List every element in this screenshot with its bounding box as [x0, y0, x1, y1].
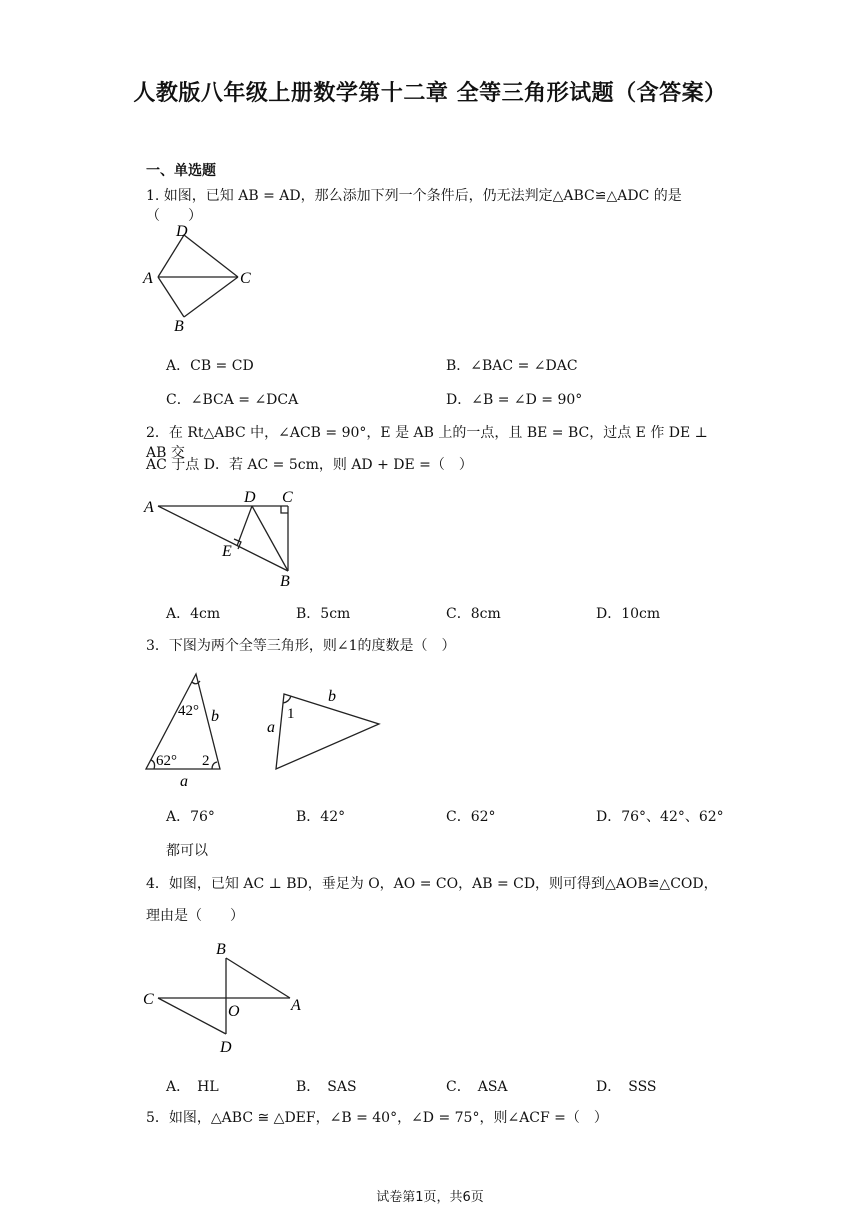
q3-angle-1: 1 — [287, 706, 295, 722]
q4-option-b[interactable]: B． SAS — [296, 1079, 357, 1095]
q2-label-b: B — [280, 573, 290, 588]
question-4-stem-line2: 理由是（ ） — [146, 908, 244, 924]
q1-label-d: D — [176, 223, 188, 240]
q3-option-d-continued: 都可以 — [166, 843, 208, 859]
q1-option-d[interactable]: D．∠B = ∠D = 90° — [446, 392, 583, 408]
q1-option-b[interactable]: B．∠BAC = ∠DAC — [446, 358, 578, 374]
question-1-stem: 1. 如图，已知 AB = AD，那么添加下列一个条件后，仍无法判定△ABC≌△ADC 的是（ ） — [146, 188, 682, 224]
q4-label-c: C — [143, 991, 154, 1008]
q4-label-a: A — [291, 997, 301, 1014]
question-4-figure — [140, 936, 310, 1058]
q3-side-b-left: b — [211, 708, 219, 725]
question-2-figure — [140, 484, 310, 588]
page-footer: 试卷第1页，共6页 — [376, 1190, 484, 1205]
q2-label-e: E — [222, 543, 232, 560]
q3-side-a-right: a — [267, 719, 275, 736]
q4-label-d: D — [220, 1039, 232, 1056]
q4-label-b: B — [216, 941, 226, 958]
q3-option-c[interactable]: C．62° — [446, 809, 496, 825]
q3-option-d[interactable]: D．76°、42°、62° — [596, 809, 724, 825]
q1-label-c: C — [240, 270, 251, 287]
q4-option-d[interactable]: D． SSS — [596, 1079, 657, 1095]
question-2-stem-line1: 2．在 Rt△ABC 中，∠ACB = 90°，E 是 AB 上的一点，且 BE = BC，过点 E 作 DE ⊥ AB 交 — [146, 425, 708, 461]
q3-angle-62: 62° — [156, 753, 177, 769]
q2-label-c: C — [282, 489, 293, 506]
q3-side-b-right: b — [328, 688, 336, 705]
question-4-stem-line1: 4．如图，已知 AC ⊥ BD，垂足为 O，AO = CO，AB = CD，则可得到△AOB≌△COD， — [146, 876, 718, 892]
q2-label-d: D — [244, 489, 256, 506]
q2-option-a[interactable]: A．4cm — [166, 606, 221, 622]
q4-option-a[interactable]: A． HL — [166, 1079, 219, 1095]
q3-angle-42: 42° — [178, 703, 199, 719]
q1-label-b: B — [174, 318, 184, 335]
q1-option-c[interactable]: C．∠BCA = ∠DCA — [166, 392, 299, 408]
question-1-figure — [140, 220, 260, 338]
page-title: 人教版八年级上册数学第十二章 全等三角形试题（含答案） — [133, 81, 727, 106]
q2-option-c[interactable]: C．8cm — [446, 606, 501, 622]
q4-option-c[interactable]: C． ASA — [446, 1079, 508, 1095]
question-3-figure — [140, 666, 390, 790]
section-heading: 一、单选题 — [146, 163, 216, 179]
q3-angle-2: 2 — [202, 753, 210, 769]
q3-side-a-left: a — [180, 773, 188, 790]
question-5-stem: 5．如图，△ABC ≅ △DEF，∠B = 40°，∠D = 75°，则∠ACF =（ ） — [146, 1110, 608, 1126]
q1-option-a[interactable]: A．CB = CD — [166, 358, 254, 374]
question-3-stem: 3．下图为两个全等三角形，则∠1的度数是（ ） — [146, 638, 456, 654]
q3-option-a[interactable]: A．76° — [166, 809, 215, 825]
q2-option-d[interactable]: D．10cm — [596, 606, 661, 622]
q1-label-a: A — [143, 270, 153, 287]
q4-label-o: O — [228, 1003, 240, 1020]
question-2-stem-line2: AC 于点 D．若 AC = 5cm，则 AD + DE =（ ） — [146, 457, 473, 473]
q3-option-b[interactable]: B．42° — [296, 809, 346, 825]
q2-label-a: A — [144, 499, 154, 516]
q2-option-b[interactable]: B．5cm — [296, 606, 351, 622]
